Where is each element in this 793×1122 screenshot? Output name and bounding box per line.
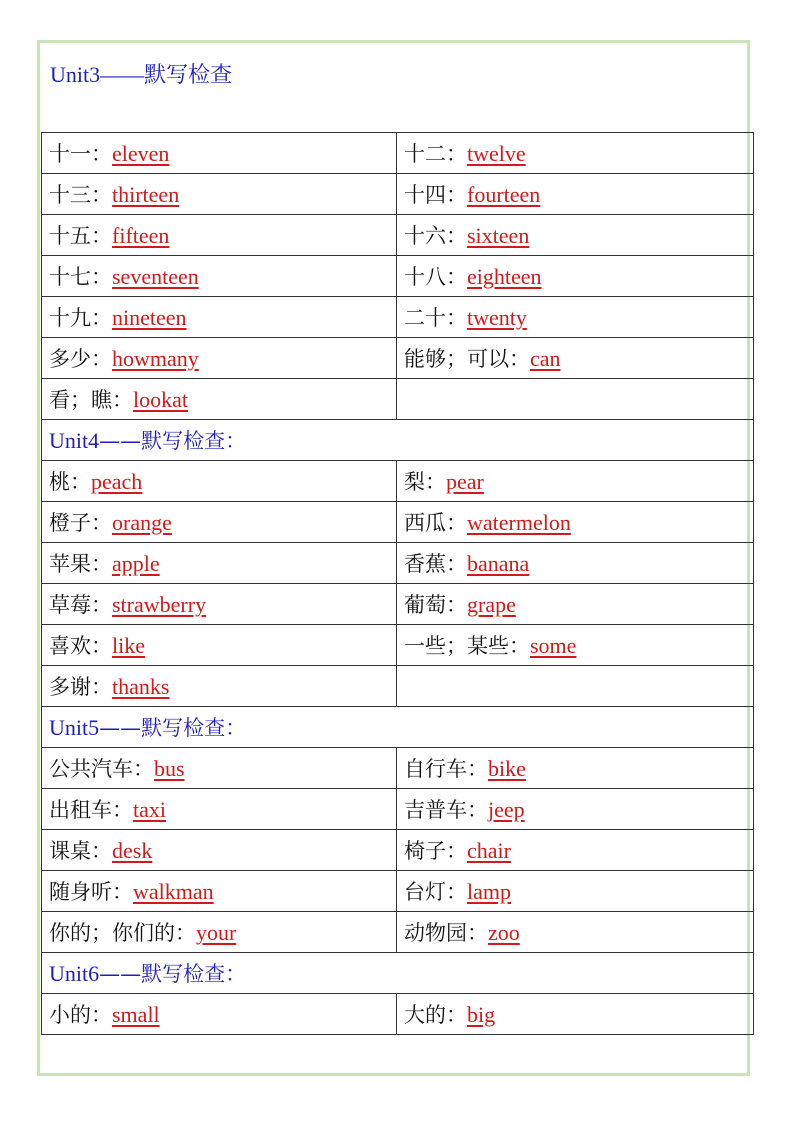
table-row bbox=[42, 748, 754, 789]
table-row bbox=[42, 543, 754, 584]
worksheet-frame bbox=[37, 40, 750, 1076]
table-row bbox=[42, 830, 754, 871]
table-row bbox=[42, 912, 754, 953]
vocab-cell: 动物园：zoo bbox=[397, 912, 754, 953]
table-row bbox=[42, 625, 754, 666]
unit3-title-area bbox=[43, 46, 747, 132]
table-row bbox=[42, 338, 754, 379]
unit5-title: Unit5——默写检查： bbox=[42, 707, 754, 748]
vocab-cell: 十六：sixteen bbox=[397, 215, 754, 256]
vocab-cell: 椅子：chair bbox=[397, 830, 754, 871]
table-row bbox=[42, 215, 754, 256]
vocab-cell: 十四：fourteen bbox=[397, 174, 754, 215]
vocab-cell: 桃：peach bbox=[42, 461, 397, 502]
vocab-cell: 香蕉：banana bbox=[397, 543, 754, 584]
unit3-title: Unit3——默写检查 bbox=[50, 62, 233, 87]
vocab-cell: 喜欢：like bbox=[42, 625, 397, 666]
vocab-cell: 梨：pear bbox=[397, 461, 754, 502]
vocab-cell: 自行车：bike bbox=[397, 748, 754, 789]
table-row bbox=[42, 666, 754, 707]
table-row bbox=[42, 789, 754, 830]
table-row bbox=[42, 871, 754, 912]
vocab-cell: 大的：big bbox=[397, 994, 754, 1035]
table-row bbox=[42, 584, 754, 625]
section-header-row bbox=[42, 953, 754, 994]
table-row bbox=[42, 133, 754, 174]
section-header-row bbox=[42, 707, 754, 748]
vocab-cell: 能够；可以：can bbox=[397, 338, 754, 379]
unit4-title: Unit4——默写检查： bbox=[42, 420, 754, 461]
vocab-cell: 十二：twelve bbox=[397, 133, 754, 174]
vocab-cell: 小的：small bbox=[42, 994, 397, 1035]
vocab-cell: 课桌：desk bbox=[42, 830, 397, 871]
vocab-cell: 看；瞧：lookat bbox=[42, 379, 397, 420]
table-row bbox=[42, 297, 754, 338]
vocab-cell: 十一：eleven bbox=[42, 133, 397, 174]
empty-cell bbox=[397, 666, 754, 707]
vocab-cell: 随身听：walkman bbox=[42, 871, 397, 912]
vocab-cell: 十三：thirteen bbox=[42, 174, 397, 215]
vocab-cell: 苹果：apple bbox=[42, 543, 397, 584]
vocab-cell: 葡萄：grape bbox=[397, 584, 754, 625]
table-row bbox=[42, 379, 754, 420]
vocab-cell: 吉普车：jeep bbox=[397, 789, 754, 830]
vocab-cell: 西瓜：watermelon bbox=[397, 502, 754, 543]
vocab-cell: 一些；某些：some bbox=[397, 625, 754, 666]
unit6-title: Unit6——默写检查： bbox=[42, 953, 754, 994]
table-row bbox=[42, 461, 754, 502]
vocab-cell: 十五：fifteen bbox=[42, 215, 397, 256]
vocab-cell: 你的；你们的：your bbox=[42, 912, 397, 953]
vocab-cell: 十九：nineteen bbox=[42, 297, 397, 338]
vocab-cell: 公共汽车：bus bbox=[42, 748, 397, 789]
vocab-cell: 橙子：orange bbox=[42, 502, 397, 543]
vocab-cell: 台灯：lamp bbox=[397, 871, 754, 912]
vocab-cell: 十八：eighteen bbox=[397, 256, 754, 297]
vocab-cell: 二十：twenty bbox=[397, 297, 754, 338]
vocab-cell: 十七：seventeen bbox=[42, 256, 397, 297]
empty-cell bbox=[397, 379, 754, 420]
table-row bbox=[42, 994, 754, 1035]
vocab-cell: 多少：howmany bbox=[42, 338, 397, 379]
vocab-table bbox=[41, 132, 754, 1035]
section-header-row bbox=[42, 420, 754, 461]
table-row bbox=[42, 502, 754, 543]
table-row bbox=[42, 174, 754, 215]
vocab-cell: 出租车：taxi bbox=[42, 789, 397, 830]
vocab-cell: 多谢：thanks bbox=[42, 666, 397, 707]
vocab-cell: 草莓：strawberry bbox=[42, 584, 397, 625]
table-row bbox=[42, 256, 754, 297]
